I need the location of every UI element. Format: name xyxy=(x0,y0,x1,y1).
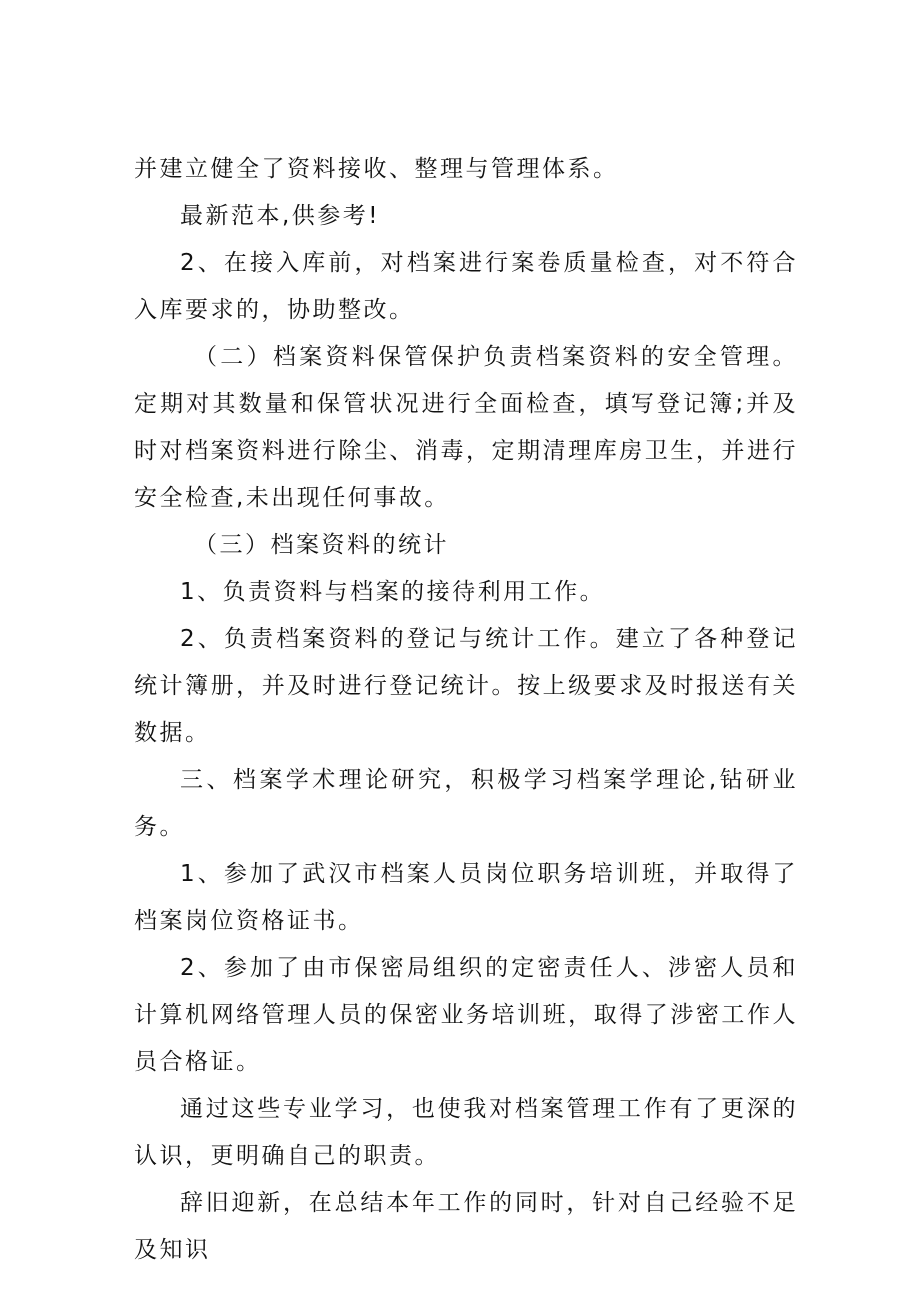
paragraph-item-1-reception: 1、负责资料与档案的接待利用工作。 xyxy=(180,579,606,605)
paragraph-item-2-secrecy-training: 2、参加了由市保密局组织的定密责任人、涉密人员和计算机网络管理人员的保密业务培训班，取得了涉密工作人员合格证。 xyxy=(134,955,798,1075)
paragraph-item-1-training: 1、参加了武汉市档案人员岗位职务培训班，并取得了档案岗位资格证书。 xyxy=(134,861,798,934)
paragraph-item-2-statistics: 2、负责档案资料的登记与统计工作。建立了各种登记统计簿册，并及时进行登记统计。按上级要求及时报送有关数据。 xyxy=(134,626,798,746)
paragraph-closing: 辞旧迎新，在总结本年工作的同时，针对自己经验不足及知识 xyxy=(134,1190,798,1263)
paragraph-item-2-inspection: 2、在接入库前，对档案进行案卷质量检查，对不符合入库要求的，协助整改。 xyxy=(134,250,798,323)
paragraph-note: 最新范本,供参考! xyxy=(180,203,381,229)
document-body xyxy=(134,146,798,1274)
paragraph-part-3-research: 三、档案学术理论研究，积极学习档案学理论,钻研业务。 xyxy=(134,767,798,840)
paragraph-continuation: 并建立健全了资料接收、整理与管理体系。 xyxy=(134,156,619,182)
paragraph-section-3-heading: （三）档案资料的统计 xyxy=(194,532,449,558)
paragraph-reflection: 通过这些专业学习，也使我对档案管理工作有了更深的认识，更明确自己的职责。 xyxy=(134,1096,798,1169)
paragraph-section-2-custody: （二）档案资料保管保护负责档案资料的安全管理。定期对其数量和保管状况进行全面检查，填写登记簿;并及时对档案资料进行除尘、消毒，定期清理库房卫生，并进行安全检查,未出现任何事故。 xyxy=(134,344,798,511)
